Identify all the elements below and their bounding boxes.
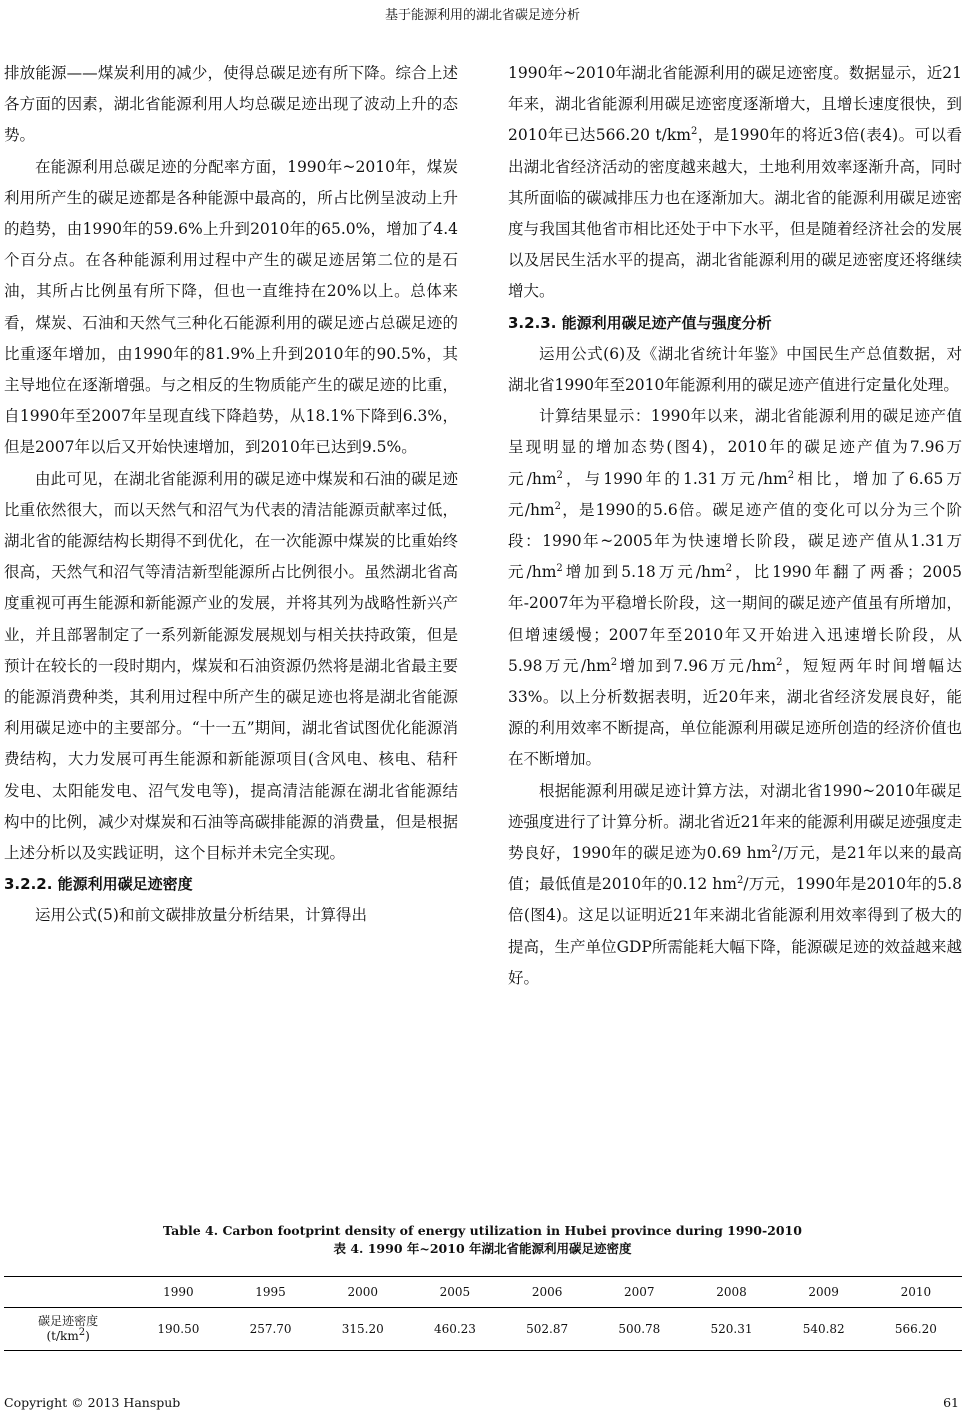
header-cell-year: 2007 [593, 1277, 685, 1308]
header-cell-year: 2009 [778, 1277, 870, 1308]
table-cell: 460.23 [409, 1308, 501, 1351]
left-column [4, 58, 458, 932]
header-cell-year: 2008 [685, 1277, 777, 1308]
header-cell-empty [4, 1277, 132, 1308]
section-heading-3-2-2: 3.2.2. 能源利用碳足迹密度 [4, 875, 193, 894]
density-table [4, 1276, 962, 1351]
table-caption-en: Table 4. Carbon footprint density of energy utilization in Hubei province during 1990-2010 [163, 1223, 802, 1238]
paragraph: 运用公式(5)和前文碳排放量分析结果，计算得出 [35, 906, 367, 925]
header-cell-year: 1990 [132, 1277, 224, 1308]
paragraph: 计算结果显示：1990年以来，湖北省能源利用的碳足迹产值呈现明显的增加态势(图4)，2010年的碳足迹产值为7.96万元$/hm^2$，与1990年的1.31万元$/hm^2$相比，增加了6.65万元$/hm^2$，是1990的5.6倍。碳足迹产值的变化可以分为三个阶段：1990年~2005年为快速增长阶段，碳足迹产值从1.31万元$/hm^2$增加到5.18万元$/hm^2$，比1990年翻了两番；2005年-2007年为平稳增长阶段，这一期间的碳足迹产值虽有所增加，但增速缓慢；2007年至2010年又开始进入迅速增长阶段，从5.98万元$/hm^2$增加到7.96万元$/hm^2$，短短两年时间增幅达33%。以上分析数据表明，近20年来，湖北省经济发展良好，能源的利用效率不断提高，单位能源利用碳足迹所创造的经济价值也在不断增加。 [508, 407, 962, 769]
row-label: 碳足迹密度 $(t/km^2)$ [4, 1308, 132, 1351]
table-cell: 502.87 [501, 1308, 593, 1351]
table-cell: 257.70 [224, 1308, 316, 1351]
paragraph: 运用公式(6)及《湖北省统计年鉴》中国民生产总值数据，对湖北省1990年至2010年能源利用的碳足迹产值进行定量化处理。 [508, 344, 962, 395]
table-cell: 500.78 [593, 1308, 685, 1351]
header-cell-year: 2005 [409, 1277, 501, 1308]
page-number: 61 [943, 1395, 959, 1410]
section-heading-3-2-3: 3.2.3. 能源利用碳足迹产值与强度分析 [508, 313, 772, 332]
paragraph: 1990年~2010年湖北省能源利用的碳足迹密度。数据显示，近21年来，湖北省能源利用碳足迹密度逐渐增大，且增长速度很快，到2010年已达566.20 $t/km^2$，是1990年的将近3倍(表4)。可以看出湖北省经济活动的密度越来越大，土地利用效率逐渐升高，同时其所面临的碳减排压力也在逐渐加大。湖北省的能源利用碳足迹密度与我国其他省市相比还处于中下水平，但是随着经济社会的发展以及居民生活水平的提高，湖北省能源利用的碳足迹密度还将继续增大。 [508, 64, 963, 301]
header-cell-year: 1995 [224, 1277, 316, 1308]
table-header-row [4, 1277, 962, 1308]
table-cell: 566.20 [870, 1308, 962, 1351]
table-caption-zh: 表 4. 1990 年~2010 年湖北省能源利用碳足迹密度 [333, 1241, 632, 1256]
table-cell: 520.31 [685, 1308, 777, 1351]
header-cell-year: 2010 [870, 1277, 962, 1308]
header-cell-year: 2000 [317, 1277, 409, 1308]
header-cell-year: 2006 [501, 1277, 593, 1308]
table-row [4, 1308, 962, 1351]
table-caption [0, 1222, 965, 1258]
paragraph: 由此可见，在湖北省能源利用的碳足迹中煤炭和石油的碳足迹比重依然很大，而以天然气和沼气为代表的清洁能源贡献率过低，湖北省的能源结构长期得不到优化，在一次能源中煤炭的比重始终很高，天然气和沼气等清洁新型能源所占比例很小。虽然湖北省高度重视可再生能源和新能源产业的发展，并将其列为战略性新兴产业，并且部署制定了一系列新能源发展规划与相关扶持政策，但是预计在较长的一段时期内，煤炭和石油资源仍然将是湖北省最主要的能源消费种类，其利用过程中所产生的碳足迹也将是湖北省能源利用碳足迹中的主要部分。“十一五”期间，湖北省试图优化能源消费结构，大力发展可再生能源和新能源项目(含风电、核电、秸秆发电、太阳能发电、沼气发电等)，提高清洁能源在湖北省能源结构中的比例，减少对煤炭和石油等高碳排能源的消费量，但是根据上述分析以及实践证明，这个目标并未完全实现。 [4, 469, 458, 863]
paragraph: 在能源利用总碳足迹的分配率方面，1990年~2010年，煤炭利用所产生的碳足迹都是各种能源中最高的，所占比例呈波动上升的趋势，由1990年的59.6%上升到2010年的65.0%，增加了4.4个百分点。在各种能源利用过程中产生的碳足迹居第二位的是石油，其所占比例虽有所下降，但也一直维持在20%以上。总体来看，煤炭、石油和天然气三种化石能源利用的碳足迹占总碳足迹的比重逐年增加，由1990年的81.9%上升到2010年的90.5%，其主导地位在逐渐增强。与之相反的生物质能产生的碳足迹的比重，自1990年至2007年呈现直线下降趋势，从18.1%下降到6.3%，但是2007年以后又开始快速增加，到2010年已达到9.5%。 [4, 157, 458, 457]
paragraph: 排放能源——煤炭利用的减少，使得总碳足迹有所下降。综合上述各方面的因素，湖北省能源利用人均总碳足迹出现了波动上升的态势。 [4, 64, 458, 145]
running-title: 基于能源利用的湖北省碳足迹分析 [384, 8, 580, 23]
table-cell: 190.50 [132, 1308, 224, 1351]
table-cell: 540.82 [778, 1308, 870, 1351]
table-cell: 315.20 [317, 1308, 409, 1351]
right-column [508, 58, 962, 994]
copyright-notice: Copyright © 2013 Hanspub [4, 1395, 181, 1410]
paragraph: 根据能源利用碳足迹计算方法，对湖北省1990~2010年碳足迹强度进行了计算分析。湖北省近21年来的能源利用碳足迹强度走势良好，1990年的碳足迹为0.69 $hm^2/$万元，是21年以来的最高值；最低值是2010年的0.12 $hm^2/$万元，1990年是2010年的5.8倍(图4)。这足以证明近21年来湖北省能源利用效率得到了极大的提高，生产单位GDP所需能耗大幅下降，能源碳足迹的效益越来越好。 [508, 781, 962, 987]
